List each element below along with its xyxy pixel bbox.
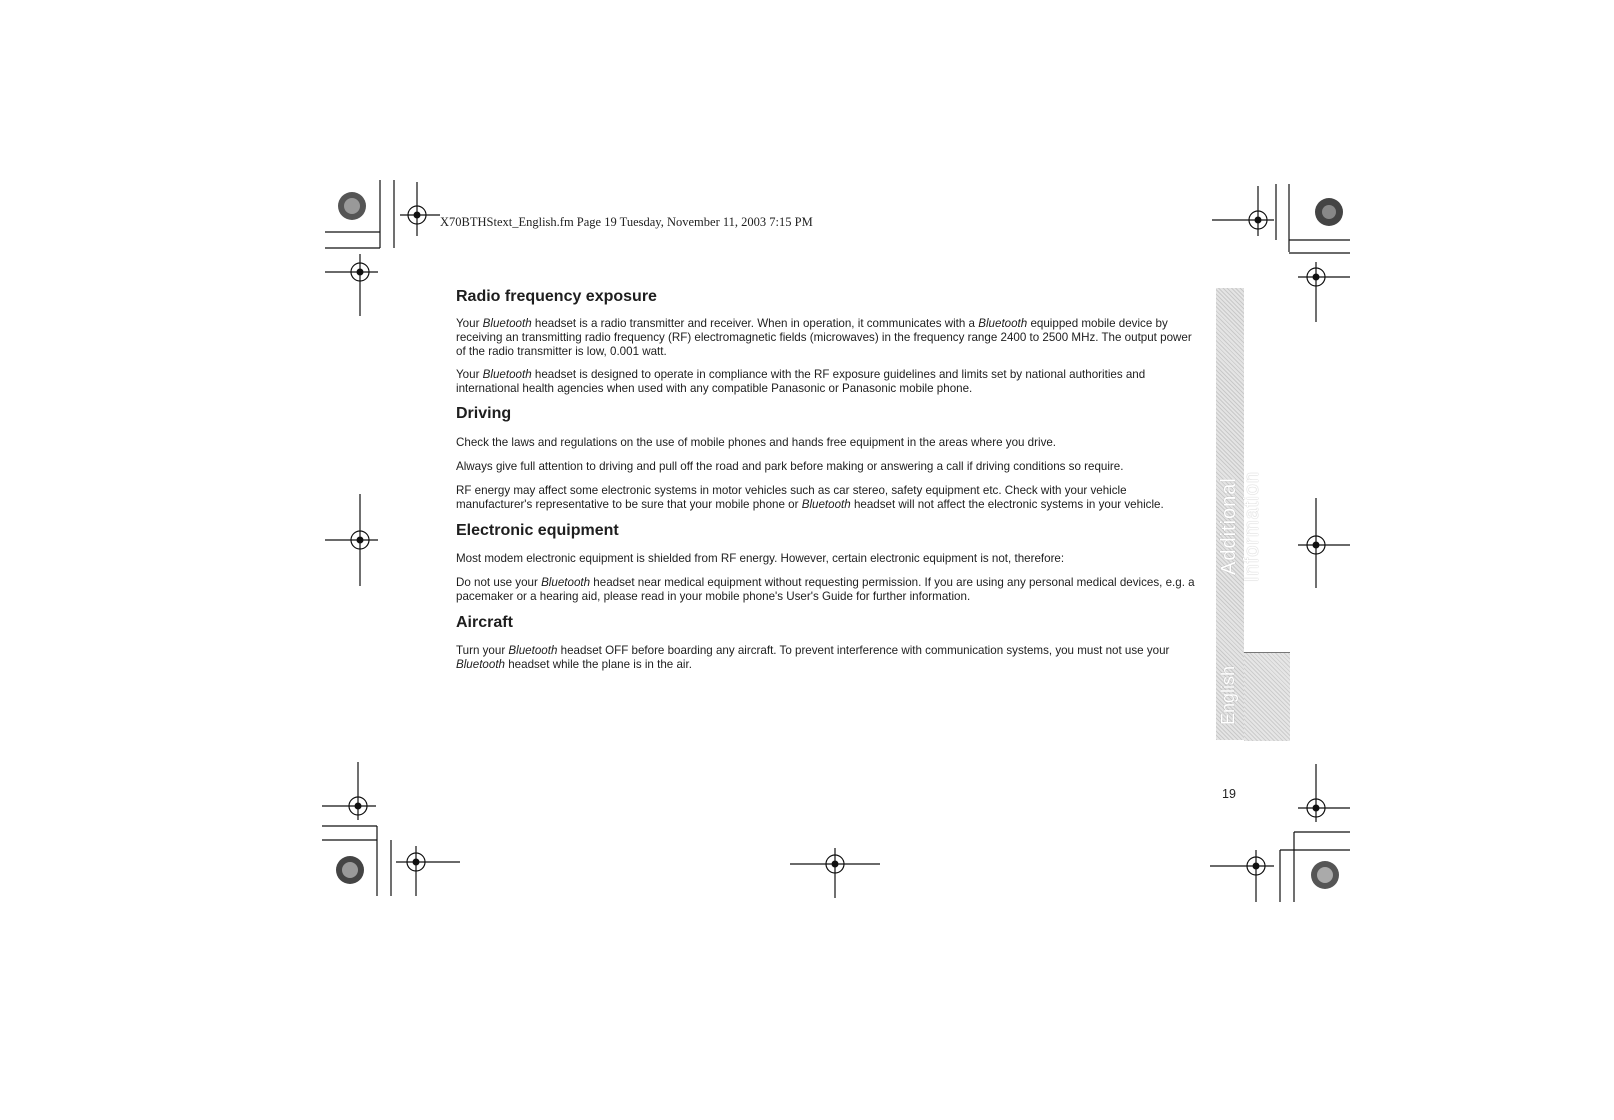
language-tab-label: English [1218, 665, 1238, 725]
register-target-icon [1212, 186, 1274, 236]
register-target-icon [325, 254, 378, 316]
language-side-tab [1244, 652, 1290, 741]
side-tab-label: Additional Information [1218, 470, 1263, 582]
page-number: 19 [1222, 787, 1236, 801]
section-title: Driving [456, 405, 512, 422]
paragraph: Do not use your Bluetooth headset near medical equipment without requesting permission. If you are using any personal medical devices, e.g. a pacemaker or a hearing aid, please read in your mobile phone's User's Guide for further information. [456, 576, 1195, 603]
register-target-icon [790, 848, 880, 898]
register-target-icon [1298, 262, 1350, 322]
starburst-mark-icon [336, 856, 364, 884]
paragraph: Check the laws and regulations on the use of mobile phones and hands free equipment in the areas where you drive. [456, 436, 1057, 449]
print-header: X70BTHStext_English.fm Page 19 Tuesday, November 11, 2003 7:15 PM [440, 215, 813, 229]
starburst-mark-icon [1311, 861, 1339, 889]
register-target-icon [1298, 764, 1350, 822]
page-content [456, 288, 1201, 672]
starburst-mark-icon [1315, 198, 1343, 226]
paragraph: Most modem electronic equipment is shielded from RF energy. However, certain electronic equipment is not, therefore: [456, 552, 1065, 565]
section-radio-frequency [456, 288, 1201, 396]
starburst-mark-icon [338, 192, 366, 220]
register-target-icon [325, 494, 378, 586]
section-driving [456, 405, 1201, 512]
register-target-icon [396, 846, 460, 896]
register-target-icon [1210, 850, 1274, 902]
paragraph: Always give full attention to driving and pull off the road and park before making or answering a call if driving conditions so require. [456, 460, 1124, 473]
section-title: Aircraft [456, 614, 513, 631]
paragraph: RF energy may affect some electronic systems in motor vehicles such as car stereo, safety equipment etc. Check with your vehicle manufacturer's representative to be sure that your mobile phone or Bluetooth headset will not affect the electronic systems in your vehicle. [456, 484, 1164, 511]
section-aircraft [456, 614, 1201, 672]
paragraph: Turn your Bluetooth headset OFF before boarding any aircraft. To prevent interference with communication systems, you must not use your Bluetooth headset while the plane is in the air. [456, 644, 1170, 671]
register-target-icon [1298, 498, 1350, 588]
paragraph: Your Bluetooth headset is a radio transmitter and receiver. When in operation, it communicates with a Bluetooth equipped mobile device by receiving an transmitting radio frequency (RF) electromagnetic fields (microwaves) in the frequency range 2400 to 2500 MHz. The output power of the radio transmitter is low, 0.001 watt. [456, 317, 1192, 358]
register-target-icon [400, 182, 440, 236]
section-title: Electronic equipment [456, 522, 619, 539]
paragraph: Your Bluetooth headset is designed to operate in compliance with the RF exposure guidelines and limits set by national authorities and international health agencies when used with any compatible Panasonic or Panasonic mobile phone. [456, 368, 1146, 395]
register-target-icon [322, 762, 376, 820]
section-title: Radio frequency exposure [456, 288, 657, 305]
section-electronic-equipment [456, 522, 1201, 604]
